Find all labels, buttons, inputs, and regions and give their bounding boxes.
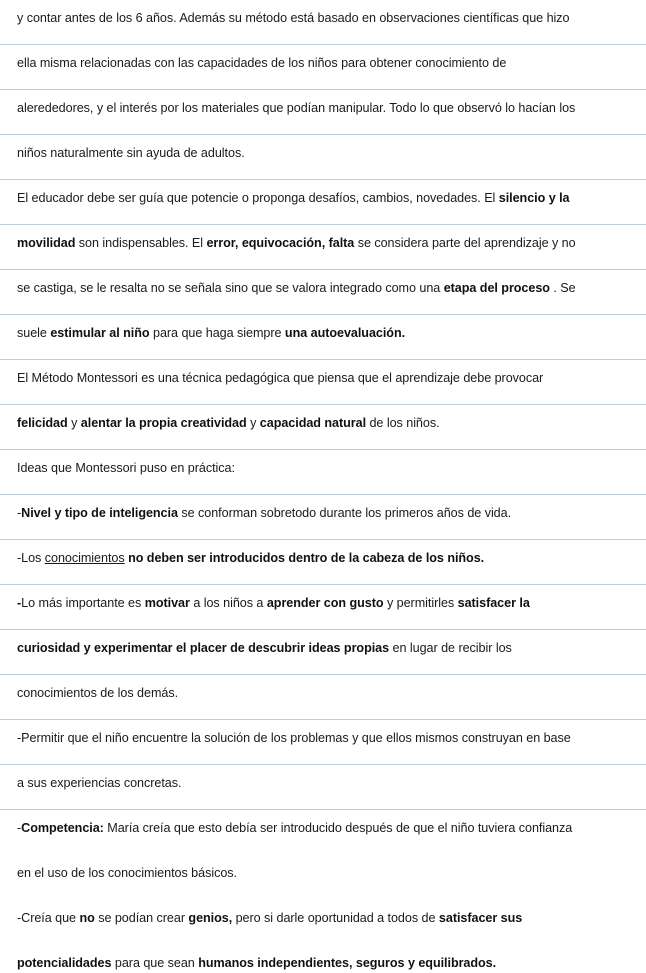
text-segment: de los niños. <box>366 416 440 430</box>
text-line <box>17 143 638 163</box>
bold-text: humanos independientes, seguros y equilibrados. <box>198 956 497 970</box>
bold-text: silencio y la <box>498 191 570 205</box>
text-line <box>17 728 638 748</box>
text-segment: ella misma relacionadas con las capacidades de los niños para obtener conocimiento de <box>17 56 507 70</box>
text-line <box>17 53 638 73</box>
bold-text: Competencia: <box>21 821 104 835</box>
text-segment: -Los <box>17 551 45 565</box>
bold-text: Nivel y tipo de inteligencia <box>21 506 178 520</box>
text-segment: Lo más importante es <box>21 596 145 610</box>
bold-text: movilidad <box>17 236 76 250</box>
text-line <box>17 8 638 28</box>
bold-text: aprender con gusto <box>266 596 384 610</box>
bold-text: una autoevaluación. <box>284 326 406 340</box>
text-line <box>17 323 638 343</box>
text-segment: - <box>17 821 22 835</box>
text-segment: . Se <box>549 281 576 295</box>
text-segment: y <box>246 416 260 430</box>
bold-text: - <box>17 596 22 610</box>
text-line <box>17 278 638 298</box>
text-segment: para que sean <box>111 956 199 970</box>
text-segment: a sus experiencias concretas. <box>17 776 182 790</box>
bold-text: alentar la propia creatividad <box>80 416 247 430</box>
text-line <box>17 953 638 973</box>
text-segment: se castiga, se le resalta no se señala sino que se valora integrado como una <box>17 281 444 295</box>
text-segment: - <box>17 506 22 520</box>
text-segment: son indispensables. El <box>75 236 207 250</box>
text-segment: niños naturalmente sin ayuda de adultos. <box>17 146 245 160</box>
bold-text: felicidad <box>17 416 68 430</box>
text-segment: y permitirles <box>383 596 458 610</box>
text-segment: Ideas que Montessori puso en práctica: <box>17 461 235 475</box>
text-segment: en lugar de recibir los <box>389 641 512 655</box>
text-line <box>17 773 638 793</box>
text-segment: a los niños a <box>189 596 267 610</box>
text-line <box>17 413 638 433</box>
text-segment: se considera parte del aprendizaje y no <box>354 236 576 250</box>
bold-text: estimular al niño <box>50 326 150 340</box>
text-segment: alerededores, y el interés por los materiales que podían manipular. Todo lo que observó lo hacían los <box>17 101 576 115</box>
text-segment: y contar antes de los 6 años. Además su método está basado en observaciones científicas que hizo <box>17 11 570 25</box>
underlined-text: conocimientos <box>44 551 125 565</box>
text-line <box>17 503 638 523</box>
text-segment: -Permitir que el niño encuentre la solución de los problemas y que ellos mismos construyan en base <box>17 731 571 745</box>
text-segment: y <box>67 416 81 430</box>
bold-text: satisfacer la <box>457 596 530 610</box>
text-segment: para que haga siempre <box>149 326 285 340</box>
text-segment: suele <box>17 326 51 340</box>
bold-text: motivar <box>144 596 190 610</box>
text-line <box>17 683 638 703</box>
bold-text: no <box>79 911 95 925</box>
text-segment: conocimientos de los demás. <box>17 686 179 700</box>
text-segment: se conforman sobretodo durante los primeros años de vida. <box>177 506 512 520</box>
text-line <box>17 548 638 568</box>
bold-text: etapa del proceso <box>443 281 550 295</box>
text-line <box>17 818 638 838</box>
text-segment: pero si darle oportunidad a todos de <box>232 911 439 925</box>
text-line <box>17 863 638 883</box>
text-line <box>17 368 638 388</box>
bold-text: curiosidad y experimentar el placer de descubrir ideas propias <box>17 641 390 655</box>
text-segment: -Creía que <box>17 911 80 925</box>
text-line <box>17 593 638 613</box>
text-line <box>17 188 638 208</box>
text-segment: El educador debe ser guía que potencie o proponga desafíos, cambios, novedades. El <box>17 191 499 205</box>
text-segment: El Método Montessori es una técnica pedagógica que piensa que el aprendizaje debe provocar <box>17 371 544 385</box>
text-line <box>17 908 638 928</box>
text-segment: María creía que esto debía ser introducido después de que el niño tuviera confianza <box>103 821 573 835</box>
bold-text: satisfacer sus <box>438 911 523 925</box>
text-segment: se podían crear <box>94 911 189 925</box>
text-segment: en el uso de los conocimientos básicos. <box>17 866 237 880</box>
bold-text: error, equivocación, falta <box>206 236 355 250</box>
bold-text: genios, <box>188 911 233 925</box>
bold-text: no deben ser introducidos dentro de la cabeza de los niños. <box>128 551 485 565</box>
bold-text: capacidad natural <box>259 416 367 430</box>
text-line <box>17 638 638 658</box>
text-line <box>17 98 638 118</box>
text-line <box>17 458 638 478</box>
bold-text: potencialidades <box>17 956 112 970</box>
text-line <box>17 233 638 253</box>
